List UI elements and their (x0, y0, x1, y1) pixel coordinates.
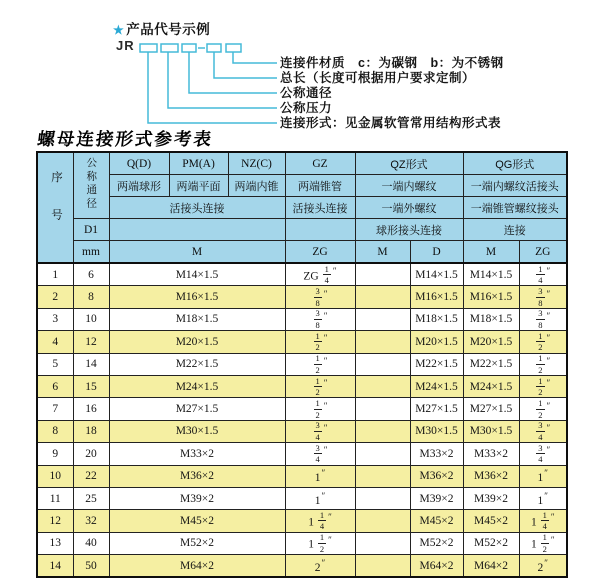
code-box-1 (140, 44, 157, 52)
header-seq: 序号 (37, 152, 73, 263)
table-cell: 12 (37, 510, 73, 532)
table-cell: M16×1.5 (410, 286, 463, 308)
header-m3: M (463, 241, 519, 264)
table-cell: M24×1.5 (109, 375, 285, 397)
table-cell: M33×2 (463, 443, 519, 465)
table-cell: M22×1.5 (463, 353, 519, 375)
table-cell: M52×2 (463, 532, 519, 554)
table-cell: 1 $\frac{1}{2}$ ″ (519, 532, 567, 554)
table-cell: M33×2 (410, 443, 463, 465)
header-qz-desc2: 一端外螺纹 (355, 197, 463, 219)
table-row (37, 353, 567, 375)
table-cell: $\frac{1}{2}$ ″ (285, 375, 355, 397)
table-cell: M30×1.5 (463, 420, 519, 442)
table-cell: 50 (73, 555, 109, 578)
table-cell: M18×1.5 (109, 308, 285, 330)
table-cell: $\frac{1}{2}$ ″ (285, 398, 355, 420)
table-cell (355, 443, 410, 465)
product-code-heading-text: 产品代号示例 (126, 22, 211, 37)
table-row (37, 465, 567, 487)
header-mm: mm (73, 241, 109, 264)
table-cell: M20×1.5 (109, 331, 285, 353)
header-nz-desc: 两端内锥 (228, 175, 285, 197)
table-cell: 25 (73, 487, 109, 509)
code-box-4 (207, 44, 221, 52)
header-d1: D1 (73, 219, 109, 241)
empty-cell (285, 219, 355, 241)
table-cell: 9 (37, 443, 73, 465)
header-d: D (410, 241, 463, 264)
header-qg-desc2: 一端锥管螺纹接头 (463, 197, 567, 219)
table-cell: M18×1.5 (410, 308, 463, 330)
empty-cell (109, 219, 285, 241)
table-cell: $\frac{1}{2}$ ″ (519, 331, 567, 353)
table-cell: M39×2 (463, 487, 519, 509)
table-cell: M27×1.5 (463, 398, 519, 420)
table-cell: M14×1.5 (109, 263, 285, 286)
table-cell: $\frac{1}{2}$ ″ (519, 353, 567, 375)
table-cell: 6 (73, 263, 109, 286)
connector-line-material (233, 52, 277, 63)
table-cell: M27×1.5 (109, 398, 285, 420)
table-cell: M36×2 (109, 465, 285, 487)
header-col-pm: PM(A) (169, 152, 228, 175)
table-cell: 1″ (285, 487, 355, 509)
table-cell: 10 (73, 308, 109, 330)
table-cell: 18 (73, 420, 109, 442)
table-cell (355, 308, 410, 330)
table-cell (355, 286, 410, 308)
table-cell: M24×1.5 (410, 375, 463, 397)
table-cell: 1 $\frac{1}{2}$ ″ (285, 532, 355, 554)
table-cell: $\frac{1}{2}$ ″ (519, 375, 567, 397)
table-cell: 14 (37, 555, 73, 578)
table-cell: $\frac{1}{2}$ ″ (285, 353, 355, 375)
table-cell: M36×2 (410, 465, 463, 487)
table-cell: 16 (73, 398, 109, 420)
table-cell: 8 (37, 420, 73, 442)
table-cell: 1 $\frac{1}{4}$ ″ (285, 510, 355, 532)
table-cell: 11 (37, 487, 73, 509)
table-cell: M16×1.5 (463, 286, 519, 308)
table-cell: 12 (73, 331, 109, 353)
table-row (37, 308, 567, 330)
table-cell: $\frac{1}{2}$ ″ (285, 331, 355, 353)
code-box-3 (182, 44, 196, 52)
table-row (37, 263, 567, 286)
table-header (37, 152, 567, 263)
table-cell: 10 (37, 465, 73, 487)
table-cell (355, 510, 410, 532)
table-cell: M14×1.5 (410, 263, 463, 286)
table-cell: M22×1.5 (109, 353, 285, 375)
table-row (37, 510, 567, 532)
header-m1: M (109, 241, 285, 264)
header-nominal-diameter: 公称通径 (73, 152, 109, 219)
header-col-nz: NZ(C) (228, 152, 285, 175)
table-cell: 5 (37, 353, 73, 375)
header-col-q: Q(D) (109, 152, 169, 175)
table-cell: M16×1.5 (109, 286, 285, 308)
code-box-5 (226, 44, 241, 52)
table-cell: 1″ (519, 465, 567, 487)
table-cell: 22 (73, 465, 109, 487)
header-qz-connection: 球形接头连接 (355, 219, 463, 241)
table-cell: 20 (73, 443, 109, 465)
table-cell (355, 555, 410, 578)
header-col-qg: QG形式 (463, 152, 567, 175)
table-cell: $\frac{3}{4}$ ″ (519, 443, 567, 465)
table-cell: M64×2 (109, 555, 285, 578)
table-cell: $\frac{3}{8}$ ″ (519, 286, 567, 308)
table-cell: M45×2 (410, 510, 463, 532)
label-nominal-pressure: 公称压力 (280, 101, 333, 115)
table-cell: 6 (37, 375, 73, 397)
header-union-connection: 活接头连接 (109, 197, 285, 219)
table-cell: M64×2 (410, 555, 463, 578)
table-cell (355, 331, 410, 353)
header-gz-desc: 两端锥管 (285, 175, 355, 197)
table-cell (355, 263, 410, 286)
label-nominal-diameter: 公称通径 (280, 86, 333, 100)
table-cell: 2 (37, 286, 73, 308)
table-cell: 1″ (285, 465, 355, 487)
table-cell: 7 (37, 398, 73, 420)
header-zg1: ZG (285, 241, 355, 264)
header-zg2: ZG (519, 241, 567, 264)
table-cell: 15 (73, 375, 109, 397)
table-row (37, 555, 567, 578)
table-cell: 4 (37, 331, 73, 353)
nut-connection-table (36, 151, 568, 578)
header-qg-desc1: 一端内螺纹活接头 (463, 175, 567, 197)
table-cell: M45×2 (109, 510, 285, 532)
table-cell: $\frac{3}{8}$ ″ (285, 308, 355, 330)
table-cell: M18×1.5 (463, 308, 519, 330)
header-gz-connection: 活接头连接 (285, 197, 355, 219)
header-col-gz: GZ (285, 152, 355, 175)
label-total-length: 总长（长度可根据用户要求定制） (280, 71, 476, 85)
header-pm-desc: 两端平面 (169, 175, 228, 197)
table-cell: M33×2 (109, 443, 285, 465)
table-cell: 1 $\frac{1}{4}$ ″ (519, 510, 567, 532)
table-cell: M39×2 (109, 487, 285, 509)
header-qg-connection: 连接 (463, 219, 567, 241)
table-cell (355, 532, 410, 554)
table-row (37, 443, 567, 465)
label-connection-form: 连接形式：见金属软管常用结构形式表 (280, 116, 502, 130)
header-m2: M (355, 241, 410, 264)
table-cell: M52×2 (109, 532, 285, 554)
code-box-2 (161, 44, 178, 52)
table-cell: ZG $\frac{1}{4}$ ″ (285, 263, 355, 286)
table-row (37, 286, 567, 308)
header-q-desc: 两端球形 (109, 175, 169, 197)
table-row (37, 398, 567, 420)
table-row (37, 487, 567, 509)
table-cell: 8 (73, 286, 109, 308)
table-cell (355, 353, 410, 375)
table-title: 螺母连接形式参考表 (36, 130, 215, 150)
label-connector-material: 连接件材质 c：为碳钢 b：为不锈钢 (280, 56, 504, 70)
header-qz-desc1: 一端内螺纹 (355, 175, 463, 197)
table-cell: M30×1.5 (410, 420, 463, 442)
table-cell: M39×2 (410, 487, 463, 509)
star-icon: ★ (113, 23, 125, 37)
table-cell: M36×2 (463, 465, 519, 487)
table-cell (355, 465, 410, 487)
table-cell: 2″ (285, 555, 355, 578)
table-cell: M27×1.5 (410, 398, 463, 420)
table-cell: M30×1.5 (109, 420, 285, 442)
table-cell: 2″ (519, 555, 567, 578)
table-cell: 40 (73, 532, 109, 554)
table-cell (355, 420, 410, 442)
table-cell: M14×1.5 (463, 263, 519, 286)
table-cell: 3 (37, 308, 73, 330)
table-cell: M20×1.5 (463, 331, 519, 353)
connector-line-length (214, 52, 277, 78)
table-row (37, 532, 567, 554)
table-cell (355, 487, 410, 509)
table-cell (355, 398, 410, 420)
table-cell: 1″ (519, 487, 567, 509)
table-cell: $\frac{1}{2}$ ″ (519, 398, 567, 420)
table-cell: M52×2 (410, 532, 463, 554)
header-col-qz: QZ形式 (355, 152, 463, 175)
table-cell: M64×2 (463, 555, 519, 578)
table-cell: $\frac{3}{4}$ ″ (519, 420, 567, 442)
table-body (37, 263, 567, 577)
table-row (37, 375, 567, 397)
table-cell: $\frac{3}{8}$ ″ (285, 286, 355, 308)
connector-line-pressure (168, 52, 277, 108)
table-cell: M20×1.5 (410, 331, 463, 353)
table-cell: 32 (73, 510, 109, 532)
table-cell: 14 (73, 353, 109, 375)
table-cell: $\frac{1}{4}$ ″ (519, 263, 567, 286)
table-cell: $\frac{3}{4}$ ″ (285, 443, 355, 465)
table-cell: 13 (37, 532, 73, 554)
table-row (37, 420, 567, 442)
table-cell: M22×1.5 (410, 353, 463, 375)
table-cell: M45×2 (463, 510, 519, 532)
table-cell: $\frac{3}{4}$ ″ (285, 420, 355, 442)
table-cell: 1 (37, 263, 73, 286)
product-code-prefix: JR (116, 38, 135, 53)
table-cell (355, 375, 410, 397)
table-row (37, 331, 567, 353)
table-cell: $\frac{3}{8}$ ″ (519, 308, 567, 330)
table-cell: M24×1.5 (463, 375, 519, 397)
